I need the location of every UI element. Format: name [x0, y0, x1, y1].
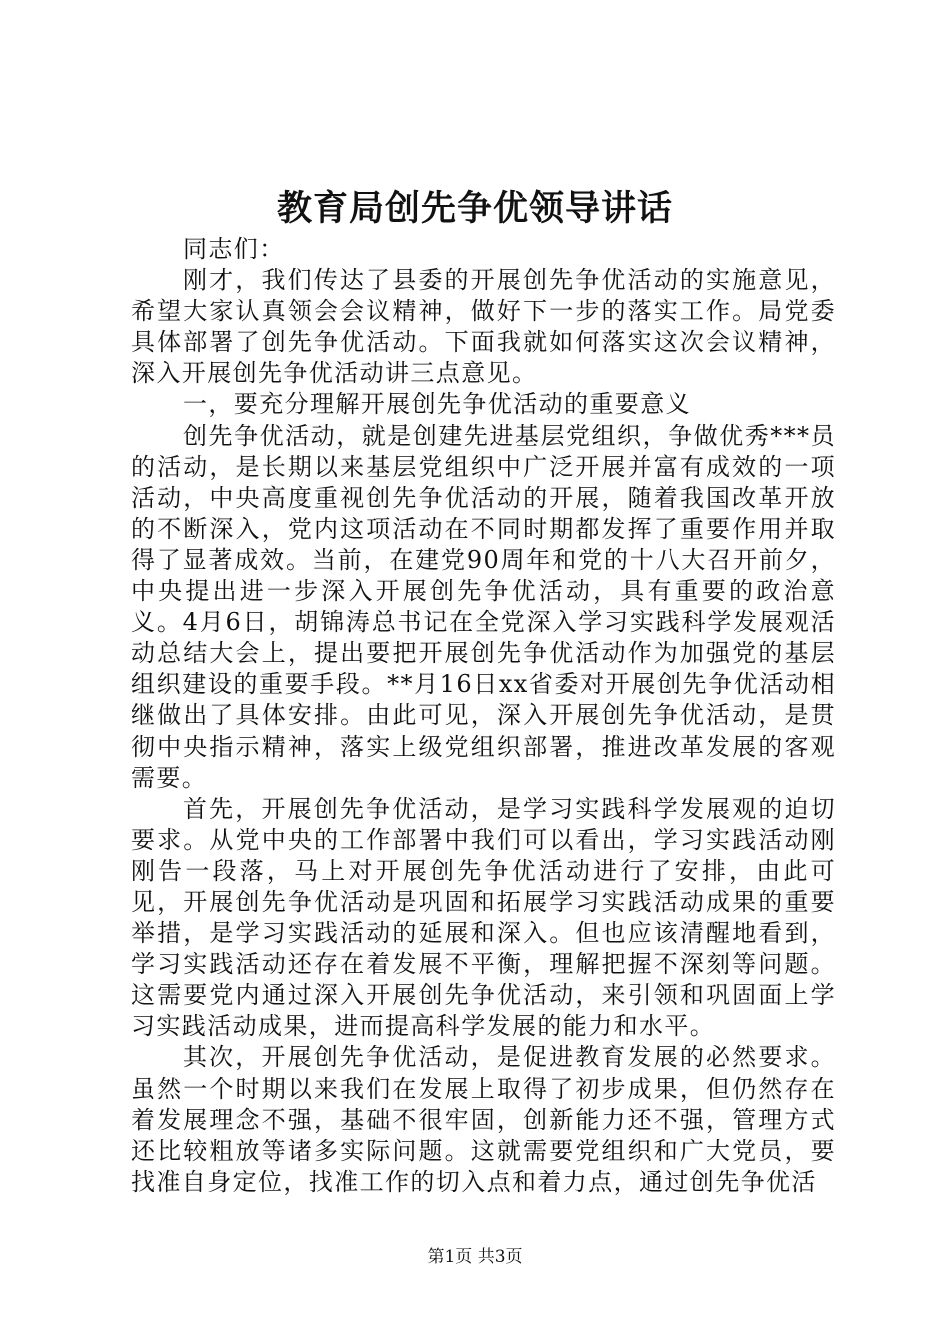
section-heading: 一，要充分理解开展创先争优活动的重要意义	[183, 390, 691, 419]
body-paragraph: 刚才，我们传达了县委的开展创先争优活动的实施意见，希望大家认真领会会议精神，做好下一步的落实工作。局党委具体部署了创先争优活动。下面我就如何落实这次会议精神，深入开展创先争优活动讲三点意见。	[131, 266, 836, 388]
body-paragraph: 首先，开展创先争优活动，是学习实践科学发展观的迫切要求。从党中央的工作部署中我们可以看出，学习实践活动刚刚告一段落，马上对开展创先争优活动进行了安排，由此可见，开展创先争优活动是巩固和拓展学习实践活动成果的重要举措，是学习实践活动的延展和深入。但也应该清醒地看到，学习实践活动还存在着发展不平衡，理解把握不深刻等问题。这需要党内通过深入开展创先争优活动，来引领和巩固面上学习实践活动成果，进而提高科学发展的能力和水平。	[131, 794, 836, 1041]
body-paragraph: 其次，开展创先争优活动，是促进教育发展的必然要求。虽然一个时期以来我们在发展上取得了初步成果，但仍然存在着发展理念不强，基础不很牢固，创新能力还不强，管理方式还比较粗放等诸多实际问题。这就需要党组织和广大党员，要找准自身定位，找准工作的切入点和着力点，通过创先争优活	[131, 1043, 836, 1196]
salutation-paragraph: 同志们：	[183, 235, 285, 263]
document-body	[131, 234, 836, 1198]
document-title: 教育局创先争优领导讲话	[276, 188, 673, 229]
page-footer: 第1页 共3页	[427, 1247, 523, 1267]
body-paragraph: 创先争优活动，就是创建先进基层党组织，争做优秀***员的活动，是长期以来基层党组织中广泛开展并富有成效的一项活动，中央高度重视创先争优活动的开展，随着我国改革开放的不断深入，党内这项活动在不同时期都发挥了重要作用并取得了显著成效。当前，在建党90周年和党的十八大召开前夕，中央提出进一步深入开展创先争优活动，具有重要的政治意义。4月6日，胡锦涛总书记在全党深入学习实践科学发展观活动总结大会上，提出要把开展创先争优活动作为加强党的基层组织建设的重要手段。**月16日xx省委对开展创先争优活动相继做出了具体安排。由此可见，深入开展创先争优活动，是贯彻中央指示精神，落实上级党组织部署，推进改革发展的客观需要。	[131, 421, 836, 792]
